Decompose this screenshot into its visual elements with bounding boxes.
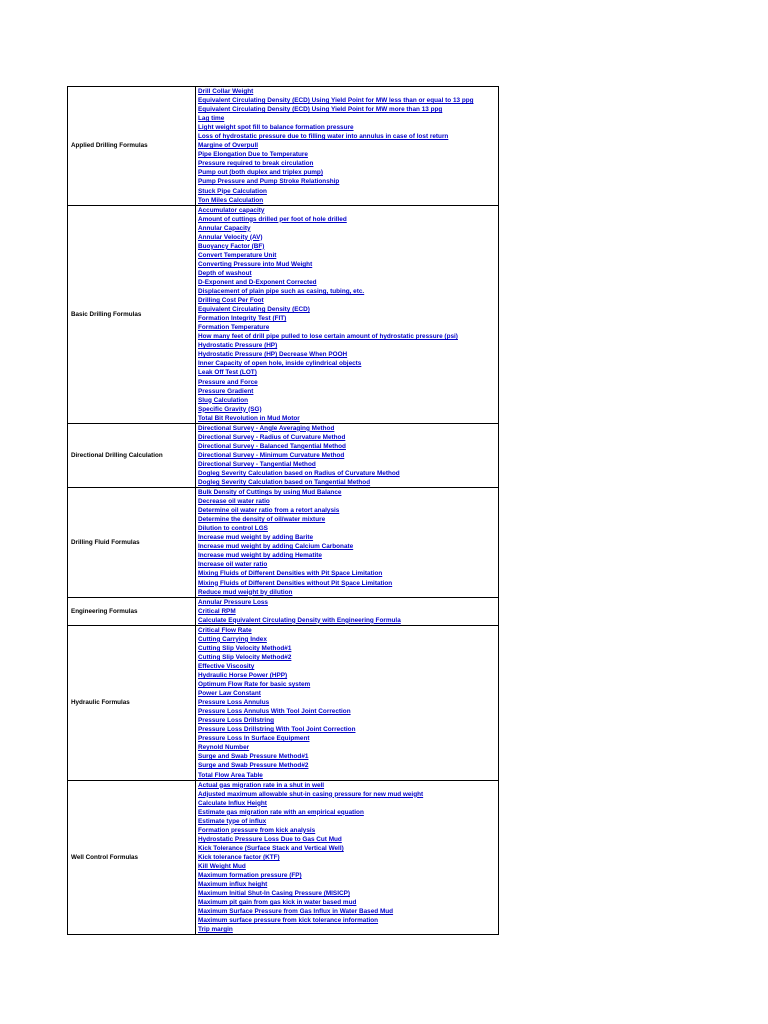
formula-link[interactable]: Effective Viscosity	[198, 662, 255, 670]
formula-link[interactable]: Converting Pressure into Mud Weight	[198, 260, 313, 268]
formula-link[interactable]: Cutting Slip Velocity Method#1	[198, 644, 292, 652]
formula-link[interactable]: Cutting Carrying Index	[198, 635, 267, 643]
category-label: Basic Drilling Formulas	[68, 205, 196, 423]
formula-link[interactable]: Equivalent Circulating Density (ECD) Using Yield Point for MW more than 13 ppg	[198, 106, 443, 114]
formula-link-list	[196, 625, 499, 780]
formula-link[interactable]: Annular Pressure Loss	[198, 598, 268, 606]
formula-link-list	[196, 423, 499, 487]
category-label: Hydraulic Formulas	[68, 625, 196, 780]
formula-link[interactable]: Depth of washout	[198, 269, 252, 277]
category-row	[68, 780, 499, 935]
formula-link[interactable]: Light weight spot fill to balance formation pressure	[198, 124, 354, 132]
formula-link[interactable]: Maximum influx height	[198, 881, 268, 889]
formula-link[interactable]: Increase mud weight by adding Barite	[198, 534, 314, 542]
formula-link[interactable]: Increase oil water ratio	[198, 561, 268, 569]
formula-link[interactable]: Dogleg Severity Calculation based on Radius of Curvature Method	[198, 469, 400, 477]
formula-link[interactable]: Specific Gravity (SG)	[198, 405, 262, 413]
formula-link[interactable]: Power Law Constant	[198, 690, 261, 698]
formula-link[interactable]: Surge and Swab Pressure Method#2	[198, 762, 309, 770]
formula-link[interactable]: Directional Survey - Tangential Method	[198, 460, 316, 468]
formula-link[interactable]: Cutting Slip Velocity Method#2	[198, 653, 292, 661]
formula-table-body	[68, 87, 499, 935]
formula-link[interactable]: Pressure Loss In Surface Equipment	[198, 735, 310, 743]
formula-link[interactable]: Directional Survey - Balanced Tangential Method	[198, 442, 346, 450]
formula-link[interactable]: Estimate gas migration rate with an empirical equation	[198, 808, 364, 816]
formula-link[interactable]: Directional Survey - Angle Averaging Method	[198, 424, 335, 432]
formula-link[interactable]: Reduce mud weight by dilution	[198, 588, 293, 596]
formula-link-list	[196, 597, 499, 625]
formula-link[interactable]: Loss of hydrostatic pressure due to filling water into annulus in case of lost return	[198, 133, 449, 141]
formula-index-table	[67, 86, 499, 935]
category-label: Applied Drilling Formulas	[68, 87, 196, 206]
formula-link[interactable]: Kick tolerance factor (KTF)	[198, 853, 280, 861]
formula-link[interactable]: Hydrostatic Pressure Loss Due to Gas Cut Mud	[198, 835, 342, 843]
category-row	[68, 597, 499, 625]
formula-link[interactable]: Pipe Elongation Due to Temperature	[198, 151, 308, 159]
formula-link[interactable]: Determine oil water ratio from a retort analysis	[198, 507, 340, 515]
formula-link[interactable]: Dogleg Severity Calculation based on Tangential Method	[198, 479, 371, 487]
formula-link[interactable]: Annular Capacity	[198, 224, 251, 232]
formula-link[interactable]: Decrease oil water ratio	[198, 498, 270, 506]
formula-link[interactable]: Maximum formation pressure (FP)	[198, 872, 302, 880]
formula-link[interactable]: Stuck Pipe Calculation	[198, 187, 267, 195]
formula-link[interactable]: Maximum Initial Shut-In Casing Pressure (MISICP)	[198, 890, 350, 898]
formula-link[interactable]: Bulk Density of Cuttings by using Mud Balance	[198, 489, 342, 497]
formula-link[interactable]: Displacement of plain pipe such as casing, tubing, etc.	[198, 288, 365, 296]
formula-link[interactable]: Hydrostatic Pressure (HP) Decrease When POOH	[198, 351, 348, 359]
formula-link[interactable]: Mixing Fluids of Different Densities without Pit Space Limitation	[198, 579, 393, 587]
category-row	[68, 205, 499, 423]
category-row	[68, 488, 499, 598]
formula-link[interactable]: Slug Calculation	[198, 396, 249, 404]
formula-link[interactable]: How many feet of drill pipe pulled to lose certain amount of hydrostatic pressure (psi)	[198, 333, 458, 341]
formula-link[interactable]: Drilling Cost Per Foot	[198, 297, 264, 305]
formula-link[interactable]: Hydrostatic Pressure (HP)	[198, 342, 278, 350]
formula-link[interactable]: Increase mud weight by adding Hematite	[198, 552, 322, 560]
formula-link[interactable]: Annular Velocity (AV)	[198, 233, 263, 241]
category-row	[68, 87, 499, 206]
category-label: Well Control Formulas	[68, 780, 196, 935]
formula-link[interactable]: Mixing Fluids of Different Densities with Pit Space Limitation	[198, 570, 383, 578]
formula-link[interactable]: Hydraulic Horse Power (HPP)	[198, 672, 288, 679]
formula-link[interactable]: Adjusted maximum allowable shut-in casing pressure for new mud weight	[198, 790, 424, 798]
formula-link[interactable]: Formation Integrity Test (FIT)	[198, 315, 287, 323]
formula-link[interactable]: Total Flow Area Table	[198, 771, 263, 779]
formula-link[interactable]: Formation pressure from kick analysis	[198, 826, 316, 834]
category-row	[68, 423, 499, 487]
formula-link[interactable]: Pressure Loss Annulus With Tool Joint Correction	[198, 708, 351, 716]
formula-link-list	[196, 205, 499, 423]
formula-link[interactable]: Kill Weight Mud	[198, 862, 246, 870]
formula-link[interactable]: Total Bit Revolution in Mud Motor	[198, 414, 300, 422]
formula-link[interactable]: Directional Survey - Minimum Curvature Method	[198, 451, 345, 459]
formula-link[interactable]: Equivalent Circulating Density (ECD)	[198, 306, 310, 314]
formula-link[interactable]: Pump out (both duplex and triplex pump)	[198, 169, 323, 177]
formula-link[interactable]: Drill Collar Weight	[198, 88, 254, 95]
formula-link[interactable]: Critical Flow Rate	[198, 626, 252, 634]
category-row	[68, 625, 499, 780]
formula-link[interactable]: Pressure and Force	[198, 378, 258, 386]
formula-link[interactable]: Convert Temperature Unit	[198, 251, 277, 259]
formula-link[interactable]: Pump Pressure and Pump Stroke Relationship	[198, 178, 340, 186]
formula-link-list	[196, 780, 499, 935]
category-label: Engineering Formulas	[68, 597, 196, 625]
formula-link[interactable]: Pressure Loss Drillstring With Tool Joint Correction	[198, 726, 356, 734]
formula-link[interactable]: Leak Off Test (LOT)	[198, 369, 257, 377]
formula-link[interactable]: Pressure Loss Drillstring	[198, 717, 275, 725]
formula-link[interactable]: Maximum Surface Pressure from Gas Influx in Water Based Mud	[198, 908, 394, 916]
formula-link[interactable]: Kick Tolerance (Surface Stack and Vertical Well)	[198, 844, 344, 852]
formula-link-list	[196, 488, 499, 598]
formula-link[interactable]: Accumulator capacity	[198, 206, 265, 214]
formula-link[interactable]: Lag time	[198, 115, 225, 123]
formula-link[interactable]: Pressure Gradient	[198, 387, 254, 395]
category-label: Directional Drilling Calculation	[68, 423, 196, 487]
formula-link[interactable]: Surge and Swab Pressure Method#1	[198, 753, 309, 761]
formula-link[interactable]: Actual gas migration rate in a shut in well	[198, 781, 325, 789]
formula-link-list	[196, 87, 499, 206]
formula-link[interactable]: Trip margin	[198, 926, 233, 934]
formula-link[interactable]: Buoyancy Factor (BF)	[198, 242, 265, 250]
formula-link[interactable]: Ton Miles Calculation	[198, 196, 264, 204]
formula-link[interactable]: Estimate type of influx	[198, 817, 267, 825]
formula-link[interactable]: Dilution to control LGS	[198, 525, 268, 533]
formula-link[interactable]: Calculate Influx Height	[198, 799, 267, 807]
formula-link[interactable]: Directional Survey - Radius of Curvature Method	[198, 433, 346, 441]
formula-link[interactable]: Formation Temperature	[198, 324, 270, 332]
formula-link[interactable]: Maximum surface pressure from kick tolerance information	[198, 917, 379, 925]
formula-link[interactable]: Optimum Flow Rate for basic system	[198, 681, 311, 689]
formula-link[interactable]: Pressure required to break circulation	[198, 160, 314, 168]
formula-link[interactable]: Calculate Equivalent Circulating Density with Engineering Formula	[198, 616, 401, 624]
formula-link[interactable]: Pressure Loss Annulus	[198, 699, 270, 707]
formula-link[interactable]: Critical RPM	[198, 607, 236, 615]
formula-link[interactable]: D-Exponent and D-Exponent Corrected	[198, 278, 317, 286]
formula-link[interactable]: Equivalent Circulating Density (ECD) Using Yield Point for MW less than or equal to 13 ppg	[198, 97, 474, 105]
formula-link[interactable]: Determine the density of oil/water mixture	[198, 516, 326, 524]
category-label: Drilling Fluid Formulas	[68, 488, 196, 598]
formula-link[interactable]: Reynold Number	[198, 744, 250, 752]
formula-link[interactable]: Increase mud weight by adding Calcium Carbonate	[198, 543, 354, 551]
formula-link[interactable]: Inner Capacity of open hole, inside cylindrical objects	[198, 360, 362, 368]
formula-link[interactable]: Margine of Overpull	[198, 142, 259, 150]
formula-link[interactable]: Amount of cuttings drilled per foot of hole drilled	[198, 215, 347, 223]
formula-link[interactable]: Maximum pit gain from gas kick in water based mud	[198, 899, 357, 907]
